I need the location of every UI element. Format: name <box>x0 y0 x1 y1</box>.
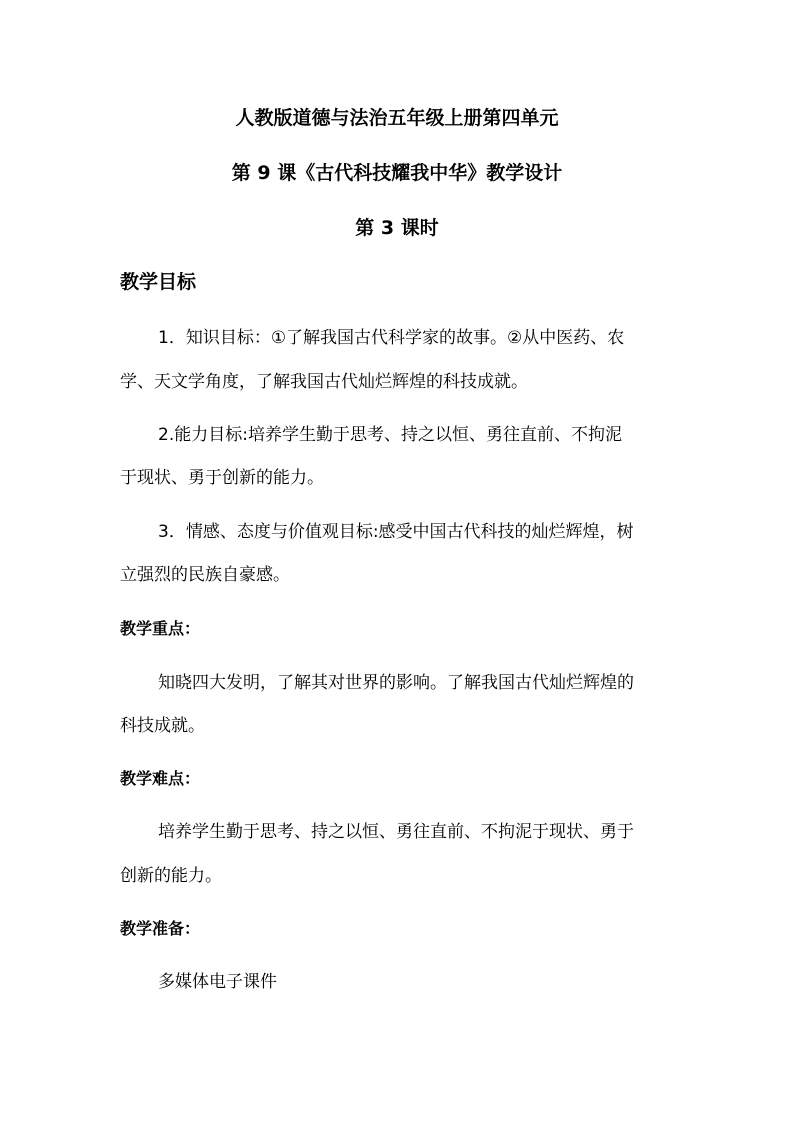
objective-2-line-2: 于现状、勇于创新的能力。 <box>120 468 324 488</box>
difficulties-line-1: 培养学生勤于思考、持之以恒、勇往直前、不拘泥于现状、勇于 <box>158 822 634 842</box>
preparation-line-1: 多媒体电子课件 <box>158 972 277 992</box>
objective-2-line-1: 2.能力目标:培养学生勤于思考、持之以恒、勇往直前、不拘泥 <box>158 425 622 445</box>
objective-1-line-1: 1．知识目标：①了解我国古代科学家的故事。②从中医药、农 <box>158 328 625 348</box>
difficulties-heading: 教学难点： <box>120 769 201 788</box>
preparation-heading: 教学准备： <box>120 919 201 938</box>
key-points-line-1: 知晓四大发明，了解其对世界的影响。了解我国古代灿烂辉煌的 <box>158 673 634 693</box>
objectives-heading: 教学目标 <box>120 271 197 293</box>
document-title: 人教版道德与法治五年级上册第四单元 <box>235 107 559 129</box>
key-points-heading: 教学重点： <box>120 619 201 638</box>
lesson-title: 第 9 课《古代科技耀我中华》教学设计 <box>231 162 563 184</box>
objective-1-line-2: 学、天文学角度，了解我国古代灿烂辉煌的科技成就。 <box>120 372 528 392</box>
key-points-line-2: 科技成就。 <box>120 716 205 736</box>
difficulties-line-2: 创新的能力。 <box>120 866 222 886</box>
objective-3-line-2: 立强烈的民族自豪感。 <box>120 565 290 585</box>
objective-3-line-1: 3．情感、态度与价值观目标:感受中国古代科技的灿烂辉煌，树 <box>158 522 634 542</box>
lesson-period: 第 3 课时 <box>355 217 439 239</box>
